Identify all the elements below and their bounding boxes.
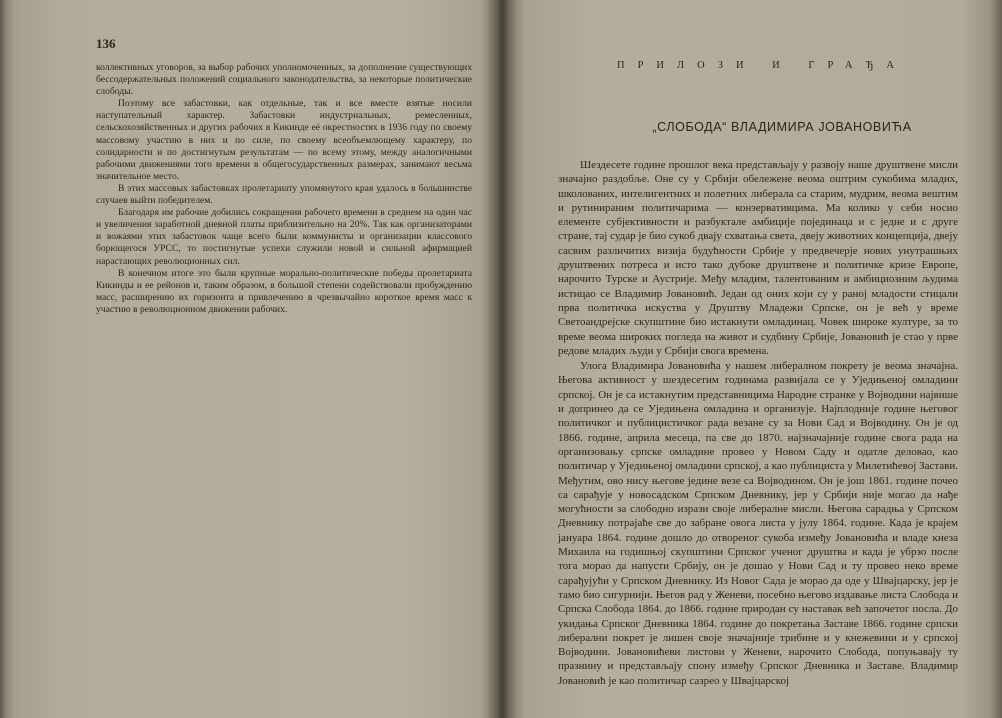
running-head: ПРИЛОЗИ И ГРАЂА [616,60,907,71]
left-page [0,0,500,718]
page-number: 136 [96,36,116,51]
left-paragraph: коллективных уговоров, за выбор рабочих уполномоченных, за дополнение существующих бессодержательных положений социального законодательства, за некоторые политические слободы. [96,62,472,98]
right-page [504,0,1002,718]
left-paragraph: В конечном итоге это были крупные морально-политические победы пролетариата Кикинды и ее рейонов и, таким образом, в большой степени содействовали пробуждению масс, расширению их горизонта и привлечению в чрезвычайно короткое время масс к участию в революционном движении рабочих. [96,267,472,315]
right-page-text [558,158,958,688]
left-page-text [96,62,472,316]
right-paragraph: Улога Владимира Јовановића у нашем либералном покрету је веома значајна. Његова активност у шездесетим годинама развијала се у Уједињеној омладини српској. Он је са истакнутим представницима Народне странке у Војводини највише и допринео да се Уједињена омладина и организује. Најплодније године његовог политичког и публицистичког рада везане су за Нови Сад и Војводину. Он је од 1866. године, априла месеца, па све до 1870. најзначајније године свога рада на организовању српске омладине провео у Новом Саду и одатле деловао, као политичар у Уједињеној омладини српској, а као публициста у Милетићевој Застави. Међутим, ово нису његове једине везе са Војводином. Он је још 1861. године почео са сарађује у новосадском Српском Дневнику, јер у Србији није могао да нађе могућности за слободно изрази своје либералне мисли. Његова сарадња у Српском Дневнику потрајаће све до забране овога листа у јулу 1864. године. Када је крајем јануара 1864. године дошло до отвореног сукоба између Јовановића и владе кнеза Михаила на годишњој скупштини Српског ученог друштва и када је убрзо после тога морао да напусти Србију, он је дошао у Нови Сад и ту провео нeко време сарађујући у Српском Дневнику. Из Новог Сада је морао да оде у Швајцарску, јер је тамо био сигурнији. Његов рад у Женеви, посебно његово издавање листа Слобода и Српска Слобода 1864. до 1866. године природан су наставак већ започетог посла. До укидања Српског Дневника 1864. године до покретања Заставе 1866. године српски либерални покрет је лишен своје значајније трибине и у кнежевини и у српској Војводини. Јовановићеви листови у Женеви, нарочито Слобода, попуњавају ту празнину и представљају спону између Српског Дневника и Заставе. Владимир Јовановић је као политичар сазрео у Швајцарској [558,360,958,687]
left-paragraph: Поэтому все забастовки, как отдельные, так и все вместе взятые носили наступательный характер. Забастовки индустриальных, ремесленных, сельскохозяйственных и других рабочих в Кикинде её окрестностях в 1936 году по своему массовому участию в них и по силе, по своему всеобъемлющему характеру, по солидарности и по достигнутым результатам — по всему этому, между аналогичными рабочими движениями того времени в общегосударственных размерах, занимают весьма значительное место. [96,98,472,182]
right-paragraph: Шездесете године прошлог века представљају у развоју наше друштвене мисли значајно раздобље. Оне су у Србији обележене веома оштрим сукобима младих, школованих, интелигентних и полетних либерала са старим, мудрим, веома вештим и рутинираним политичарима — конзервативцима. Ма колико у себи носио елементе субјективности и разбуктале амбиције појединаца и с једне и с друге стране, тај судар је био сукоб двају схватања света, двеју животних концепција, двеју сасвим различитих визија будућности Србије у предвечерје нових унутрашњих друштвених потреса и исто тако дубоке друштвене и политичке кризе Европе, нарочито Турске и Аустрије. Међу младим, талентованим и амбициозним људима истицао се Владимир Јовановић. Један од оних који су у раној младости стицали прва политичка искуства у Друштву Младежи Српске, он је већ у време Светоандрејске скупштине био истакнути омладинац. Човек широке културе, за то време веома широких погледа на живот и судбину Србије, Јовановић је стао у прве редове младих људи у Србији свога времена. [558,159,958,357]
left-paragraph: В этих массовых забастовках пролетариату упомянутого края удалось в большинстве случаев выйти победителем. [96,182,472,207]
article-title: „СЛОБОДА“ ВЛАДИМИРА ЈОВАНОВИЋА [652,120,912,134]
left-paragraph: Благодаря им рабочие добились сокращения рабочего времени в среднем на один час и увеличения заработной дневной платы приблизительно на 20%. Так как организаторами и вожаями этих забастовок чаще всего были коммунисты и организации классового борющегося УРСС, то постигнутые успехи служили новой и сильной афирмацией нарастающих революционных сил. [96,207,472,267]
